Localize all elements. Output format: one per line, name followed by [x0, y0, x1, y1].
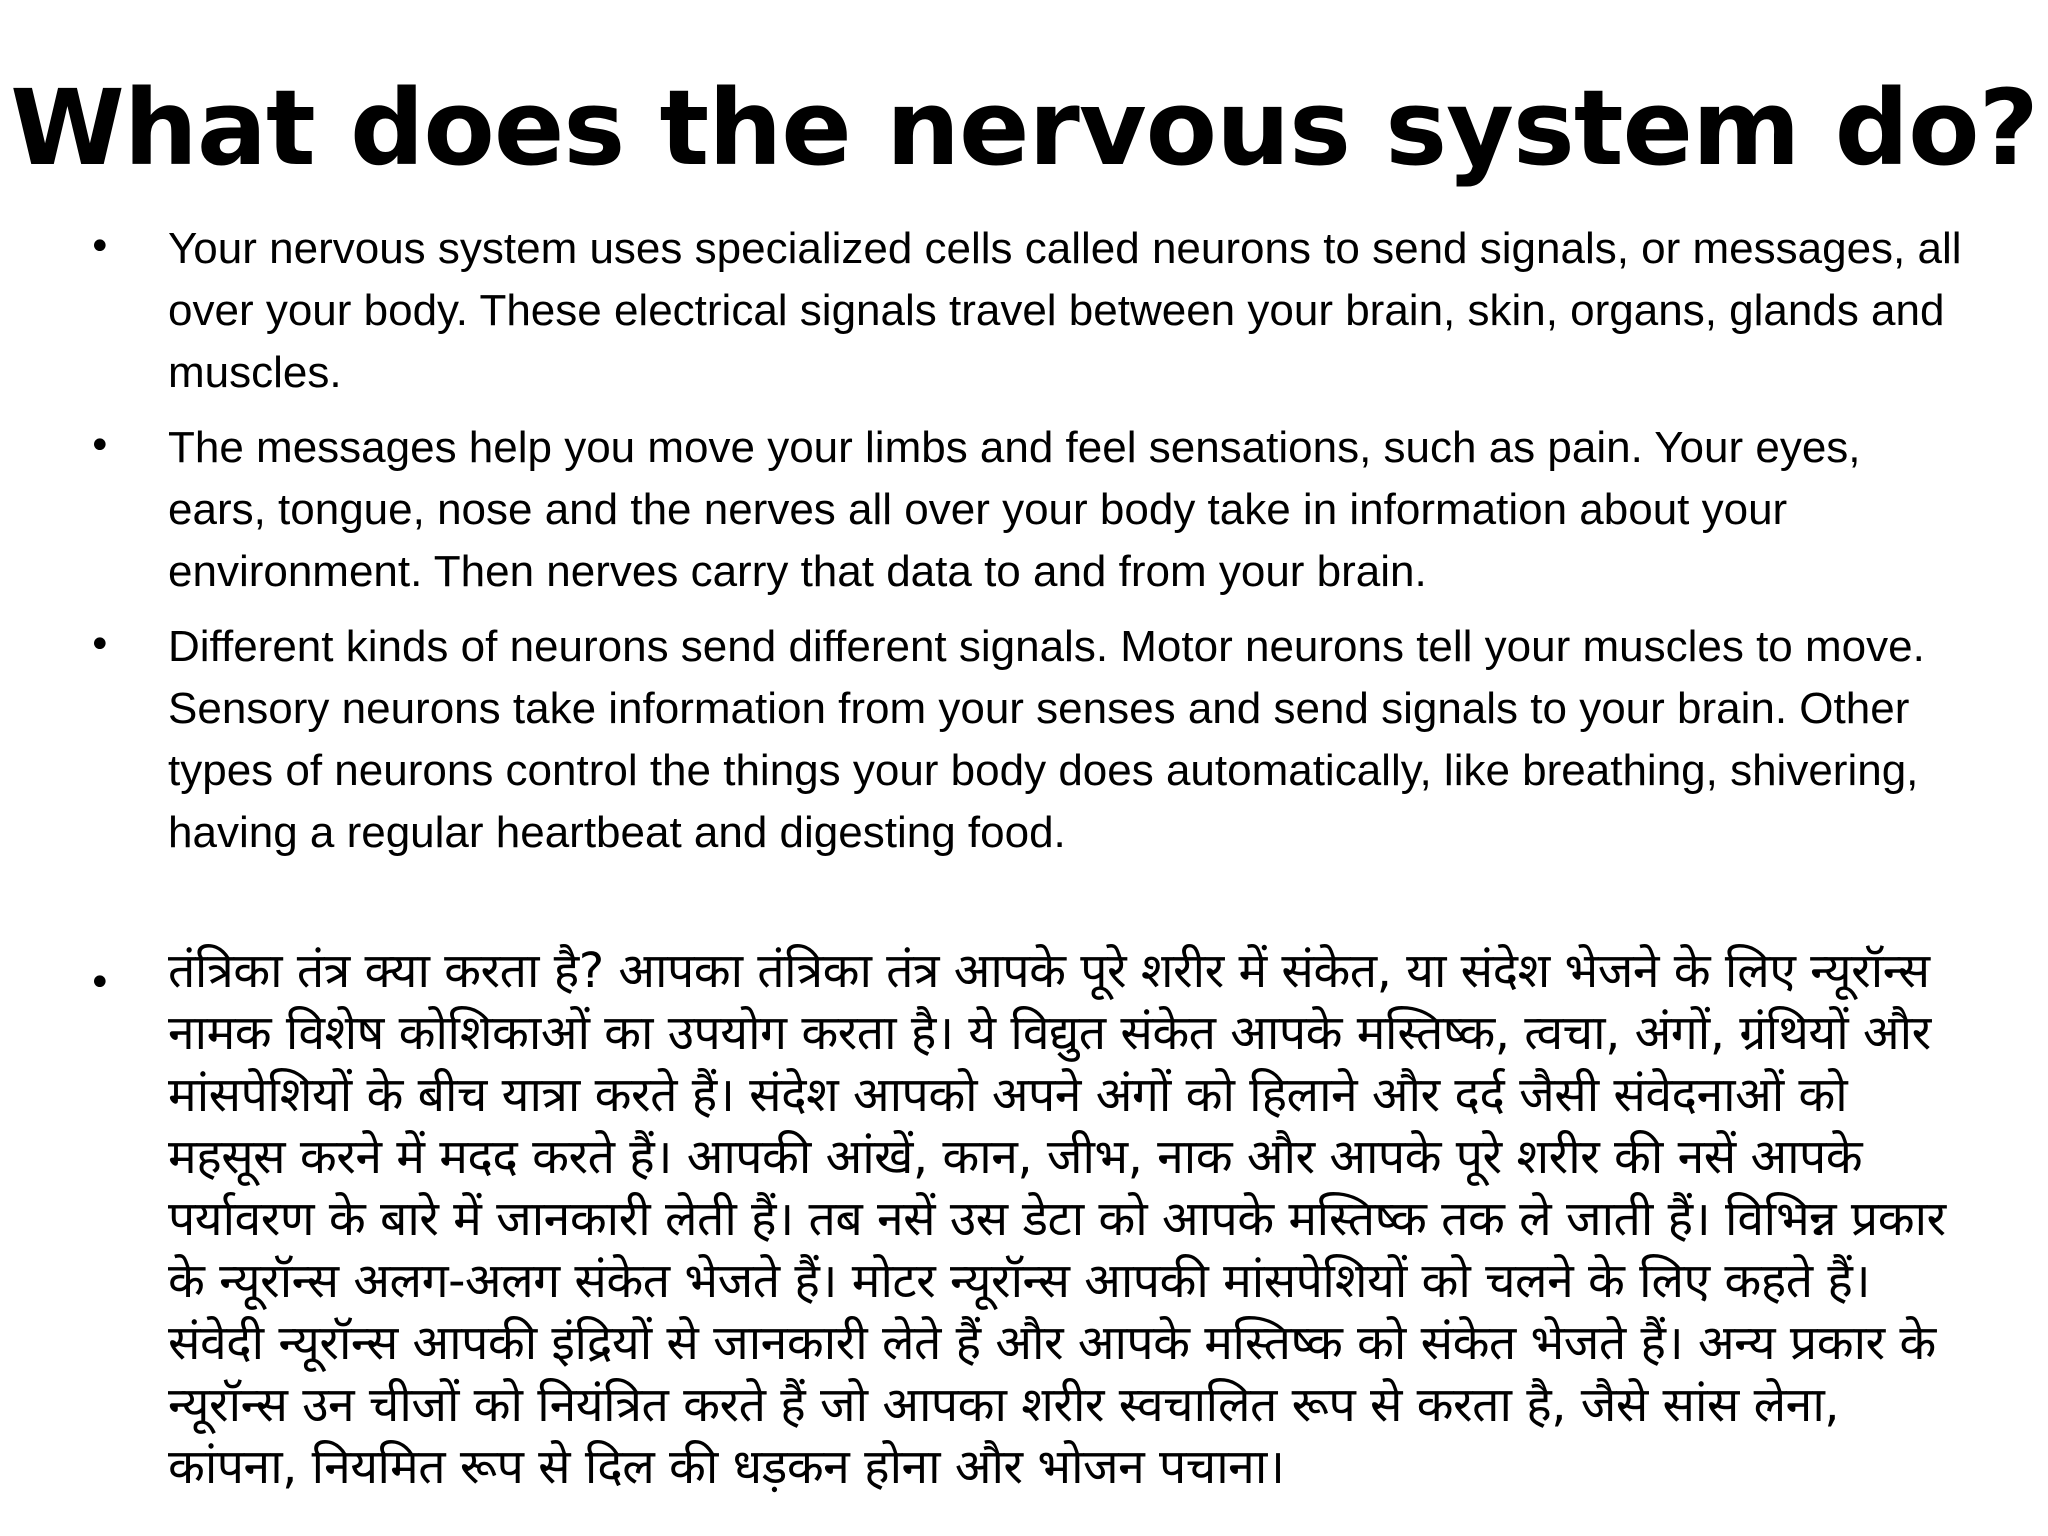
bullet-item-english-2: [88, 417, 1968, 603]
bullet-point-icon: •: [88, 423, 112, 469]
bullet-item-english-1: [88, 218, 1968, 404]
bullet-item-hindi: [88, 940, 1968, 1498]
bullet-point-icon: •: [88, 622, 112, 668]
bullet-point-icon: •: [88, 960, 112, 1006]
slide-title: What does the nervous system do?: [10, 67, 2038, 189]
bullet-item-english-3: [88, 616, 1968, 864]
bullet-text-hindi: तंत्रिका तंत्र क्या करता है? आपका तंत्रिका तंत्र आपके पूरे शरीर में संकेत, या संदेश भेजने के लिए न्यूरॉन्स नामक विशेष कोशिकाओं का उपयोग करता है। ये विद्युत संकेत आपके मस्तिष्क, त्वचा, अंगों, ग्रंथियों और मांसपेशियों के बीच यात्रा करते हैं। संदेश आपको अपने अंगों को हिलाने और दर्द जैसी संवेदनाओं को महसूस करने में मदद करते हैं। आपकी आंखें, कान, जीभ, नाक और आपके पूरे शरीर की नसें आपके पर्यावरण के बारे में जानकारी लेती हैं। तब नसें उस डेटा को आपके मस्तिष्क तक ले जाती हैं। विभिन्न प्रकार के न्यूरॉन्स अलग-अलग संकेत भेजते हैं। मोटर न्यूरॉन्स आपकी मांसपेशियों को चलने के लिए कहते हैं। संवेदी न्यूरॉन्स आपकी इंद्रियों से जानकारी लेते हैं और आपके मस्तिष्क को संकेत भेजते हैं। अन्य प्रकार के न्यूरॉन्स उन चीजों को नियंत्रित करते हैं जो आपका शरीर स्वचालित रूप से करता है, जैसे सांस लेना, कांपना, नियमित रूप से दिल की धड़कन होना और भोजन पचाना।: [168, 943, 1946, 1495]
bullet-text: Your nervous system uses specialized cells called neurons to send signals, or messages, all over your body. These electrical signals travel between your brain, skin, organs, glands and muscles.: [168, 224, 1962, 397]
bullet-point-icon: •: [88, 224, 112, 270]
bullet-text: Different kinds of neurons send different signals. Motor neurons tell your muscles to move. Sensory neurons take information from your senses and send signals to your brain. Other types of neurons control the things your body does automatically, like breathing, shivering, having a regular heartbeat and digesting food.: [168, 622, 1925, 857]
bullet-text: The messages help you move your limbs and feel sensations, such as pain. Your eyes, ears, tongue, nose and the nerves all over your body take in information about your environment. Then nerves carry that data to and from your brain.: [168, 423, 1861, 596]
